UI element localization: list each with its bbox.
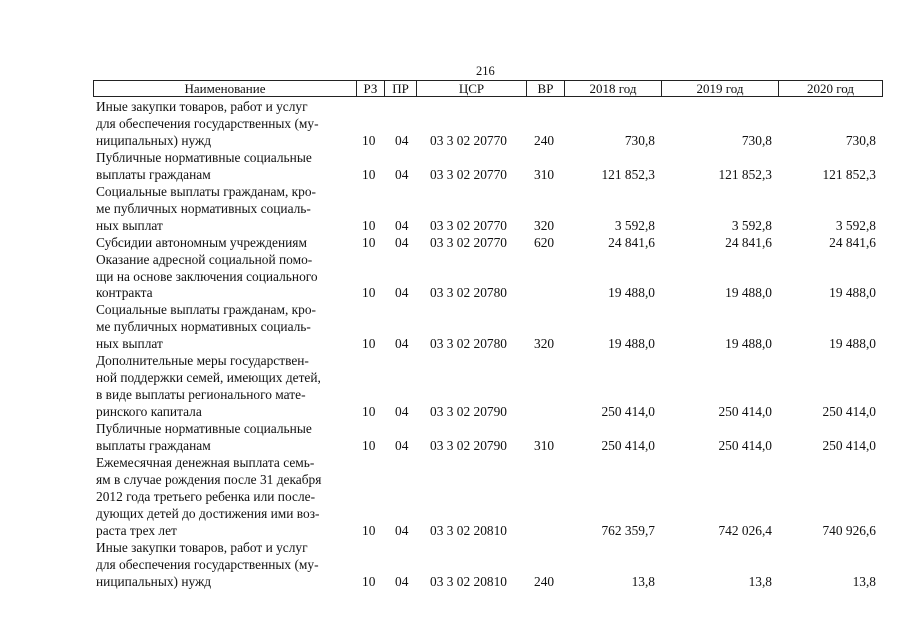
cell-2020: 19 488,0 xyxy=(829,285,876,301)
cell-2020: 24 841,6 xyxy=(829,234,876,250)
cell-vr: 620 xyxy=(534,234,555,250)
cell-2020: 730,8 xyxy=(845,132,876,148)
header-2019: 2019 год xyxy=(661,81,778,96)
row-name-line: в виде выплаты регионального мате- xyxy=(96,387,306,403)
row-name-line: Субсидии автономным учреждениям xyxy=(96,234,307,250)
cell-pr: 04 xyxy=(395,438,409,453)
row-name-line: для обеспечения государственных (му- xyxy=(96,556,319,572)
cell-2019: 730,8 xyxy=(741,132,772,148)
cell-2018: 250 414,0 xyxy=(601,404,655,420)
cell-rz: 10 xyxy=(362,217,376,233)
cell-vr: 320 xyxy=(534,336,555,352)
cell-vr: 310 xyxy=(534,166,555,182)
header-2020: 2020 год xyxy=(778,81,882,96)
cell-vr: 240 xyxy=(534,573,555,589)
row-name-line: Иные закупки товаров, работ и услуг xyxy=(96,99,308,114)
cell-2018: 121 852,3 xyxy=(601,166,655,182)
cell-2018: 24 841,6 xyxy=(608,234,655,250)
cell-rz: 10 xyxy=(362,234,376,250)
header-pr: ПР xyxy=(384,81,416,96)
cell-pr: 04 xyxy=(395,166,409,182)
cell-csr: 03 3 02 20810 xyxy=(430,522,507,538)
cell-rz: 10 xyxy=(362,166,376,182)
row-name-line: Оказание адресной социальной помо- xyxy=(96,251,313,267)
cell-2020: 13,8 xyxy=(852,573,876,589)
cell-2020: 740 926,6 xyxy=(822,522,876,538)
cell-vr: 240 xyxy=(534,132,555,148)
cell-pr: 04 xyxy=(395,522,409,538)
row-name-line: ных выплат xyxy=(96,336,163,352)
row-name-line: Иные закупки товаров, работ и услуг xyxy=(96,539,308,555)
cell-2019: 250 414,0 xyxy=(718,438,772,453)
cell-2020: 250 414,0 xyxy=(822,438,876,453)
cell-2019: 19 488,0 xyxy=(725,336,772,352)
row-name-line: Публичные нормативные социальные xyxy=(96,149,312,165)
cell-csr: 03 3 02 20770 xyxy=(430,234,507,250)
cell-csr: 03 3 02 20770 xyxy=(430,166,507,182)
row-name-line: Дополнительные меры государствен- xyxy=(96,353,309,369)
cell-2018: 250 414,0 xyxy=(601,438,655,453)
row-name-line: Социальные выплаты гражданам, кро- xyxy=(96,183,316,199)
cell-pr: 04 xyxy=(395,132,409,148)
row-name-line: дующих детей до достижения ими воз- xyxy=(96,505,320,521)
table-header xyxy=(93,80,883,97)
cell-2020: 250 414,0 xyxy=(822,404,876,420)
cell-2020: 3 592,8 xyxy=(835,217,876,233)
cell-2019: 13,8 xyxy=(748,573,772,589)
cell-2018: 19 488,0 xyxy=(608,336,655,352)
cell-rz: 10 xyxy=(362,438,376,453)
cell-csr: 03 3 02 20780 xyxy=(430,336,507,352)
page-number: 216 xyxy=(476,64,495,78)
header-name: Наименование xyxy=(184,81,266,96)
header-2018: 2018 год xyxy=(564,81,661,96)
cell-pr: 04 xyxy=(395,285,409,301)
cell-pr: 04 xyxy=(395,217,409,233)
cell-vr: 320 xyxy=(534,217,555,233)
cell-pr: 04 xyxy=(395,404,409,420)
cell-rz: 10 xyxy=(362,336,376,352)
row-name-line: Социальные выплаты гражданам, кро- xyxy=(96,302,316,318)
cell-csr: 03 3 02 20810 xyxy=(430,573,507,589)
row-name-line: раста трех лет xyxy=(96,522,177,538)
row-name-line: Ежемесячная денежная выплата семь- xyxy=(96,454,315,470)
row-name-line: ниципальных) нужд xyxy=(96,132,212,148)
cell-csr: 03 3 02 20770 xyxy=(430,217,507,233)
row-name-line: 2012 года третьего ребенка или после- xyxy=(96,488,316,504)
cell-2019: 250 414,0 xyxy=(718,404,772,420)
cell-csr: 03 3 02 20770 xyxy=(430,132,507,148)
cell-2020: 121 852,3 xyxy=(822,166,876,182)
cell-csr: 03 3 02 20790 xyxy=(430,404,507,420)
cell-rz: 10 xyxy=(362,404,376,420)
row-name-line: ных выплат xyxy=(96,217,163,233)
cell-2018: 3 592,8 xyxy=(614,217,655,233)
cell-2018: 19 488,0 xyxy=(608,285,655,301)
cell-rz: 10 xyxy=(362,522,376,538)
cell-2018: 13,8 xyxy=(631,573,655,589)
cell-rz: 10 xyxy=(362,132,376,148)
row-name-line: Публичные нормативные социальные xyxy=(96,421,312,437)
row-name-line: выплаты гражданам xyxy=(96,438,211,453)
cell-2019: 121 852,3 xyxy=(718,166,772,182)
cell-rz: 10 xyxy=(362,573,376,589)
cell-pr: 04 xyxy=(395,573,409,589)
row-name-line: ниципальных) нужд xyxy=(96,573,212,589)
cell-pr: 04 xyxy=(395,234,409,250)
cell-rz: 10 xyxy=(362,285,376,301)
cell-2019: 19 488,0 xyxy=(725,285,772,301)
cell-csr: 03 3 02 20790 xyxy=(430,438,507,453)
cell-2019: 24 841,6 xyxy=(725,234,772,250)
row-name-line: выплаты гражданам xyxy=(96,166,211,182)
row-name-line: ям в случае рождения после 31 декабря xyxy=(96,471,322,487)
header-rz: РЗ xyxy=(356,81,384,96)
header-csr: ЦСР xyxy=(416,81,526,96)
cell-csr: 03 3 02 20780 xyxy=(430,285,507,301)
cell-pr: 04 xyxy=(395,336,409,352)
cell-2019: 742 026,4 xyxy=(718,522,772,538)
row-name-line: ме публичных нормативных социаль- xyxy=(96,319,311,335)
cell-2020: 19 488,0 xyxy=(829,336,876,352)
cell-2018: 762 359,7 xyxy=(601,522,655,538)
cell-2019: 3 592,8 xyxy=(731,217,772,233)
row-name-line: ной поддержки семей, имеющих детей, xyxy=(96,370,321,386)
header-vr: ВР xyxy=(526,81,564,96)
row-name-line: контракта xyxy=(96,285,153,301)
row-name-line: ме публичных нормативных социаль- xyxy=(96,200,311,216)
row-name-line: для обеспечения государственных (му- xyxy=(96,115,319,131)
cell-2018: 730,8 xyxy=(624,132,655,148)
row-name-line: ринского капитала xyxy=(96,404,202,420)
cell-vr: 310 xyxy=(534,438,555,453)
row-name-line: щи на основе заключения социального xyxy=(96,268,318,284)
